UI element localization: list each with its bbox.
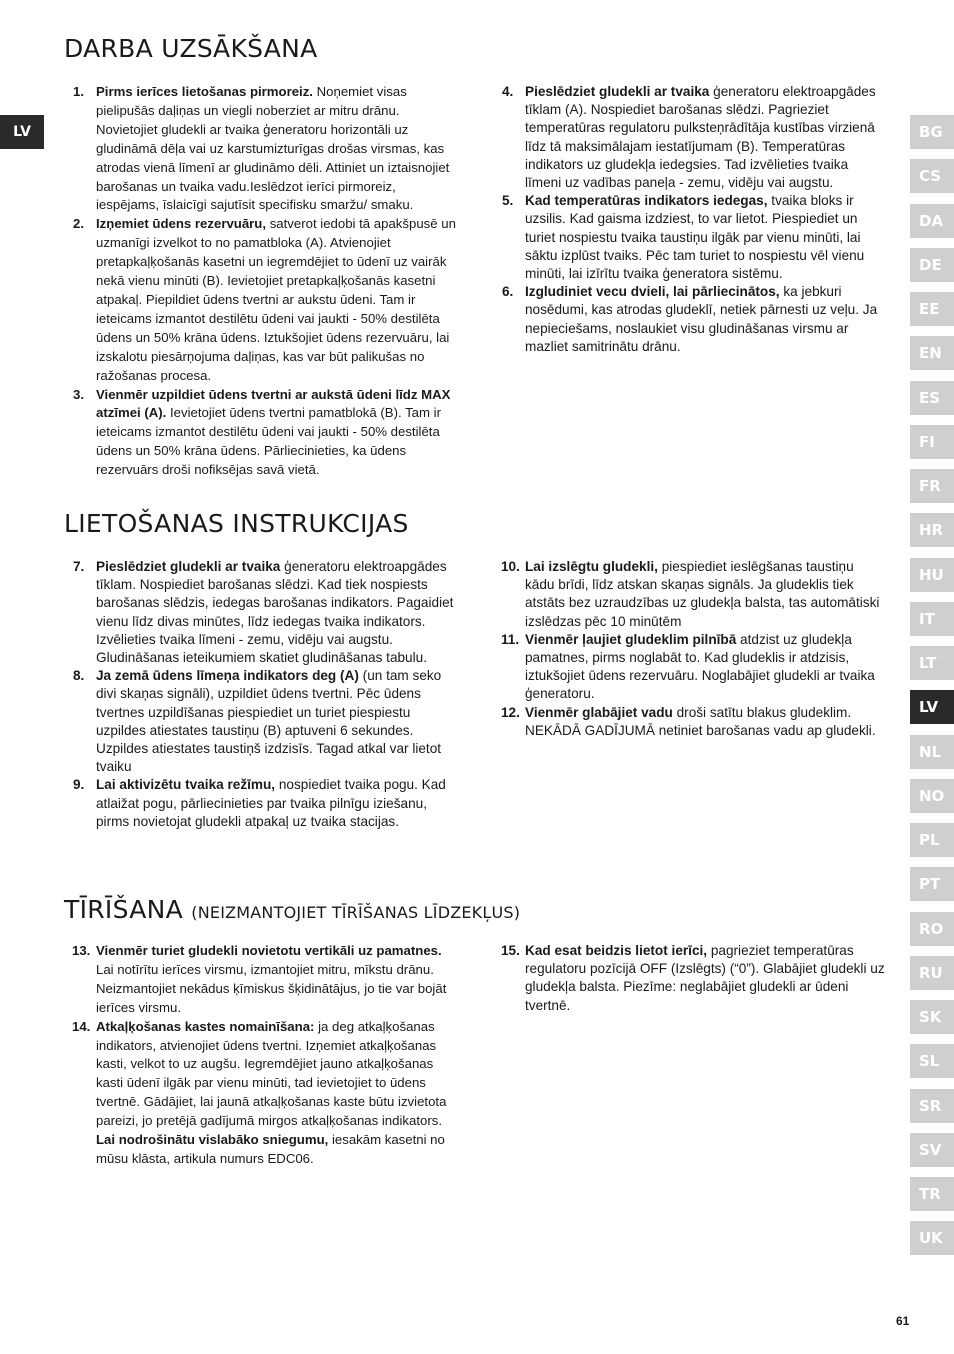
list-item: 11. Vienmēr ļaujiet gludeklim pilnībā atdzist uz gludekļa pamatnes, pirms noglabāt to. Kad gludeklis ir atdzisis, iztukšojiet ūdens rezervuāru. Noglabājiet gludekli ar tvaika ģeneratoru. [501, 631, 875, 702]
list-item: 7. Pieslēdziet gludekli ar tvaika ģeneratoru elektroapgādes tīklam. Nospiediet barošanas slēdzi. Kad tiek nospiests barošanas slēdzis, iedegas barošanas indikators. Pagaidiet vienu līdz divas minūtes, līdz iedegas tvaika indikators. Izvēlieties tvaika līmeni - zemu, vidēju vai augstu. Gludināšanas ieteikumiem skatiet gludināšanas tabulu. [73, 559, 454, 666]
section-title-cleaning: TĪRĪŠANA (NEIZMANTOJIET TĪRĪŠANAS LĪDZEKĻUS) [64, 895, 521, 924]
language-tab-pt[interactable]: PT [910, 867, 954, 901]
list-item: 13. Vienmēr turiet gludekli novietotu vertikāli uz pamatnes. Lai notīrītu ierīces virsmu, izmantojiet mitru, mīkstu drānu. Neizmantojiet nekādus ķīmiskus šķidinātājus, jo tie var bojāt ierīces virsmu. [72, 943, 447, 1015]
language-tab-bg[interactable]: BG [910, 115, 954, 149]
page-number: 61 [896, 1314, 910, 1328]
language-tab-ro[interactable]: RO [910, 912, 954, 946]
side-language-tab: LV [0, 115, 44, 149]
language-tab-uk[interactable]: UK [910, 1221, 954, 1255]
language-nav [910, 115, 954, 1266]
list-item: 4. Pieslēdziet gludekli ar tvaika ģeneratoru elektroapgādes tīklam (A). Nospiediet barošanas slēdzi. Pagrieziet temperatūras regulatoru pulksteņrādītāja kustības virzienā līdz tā maksimālajam iestatījumam (B). Temperatūras indikators uz gludekļa iedegsies. Tad izvēlieties tvaika līmeni uz vadības paneļa - zemu, vidēju vai augstu. [502, 84, 876, 191]
language-tab-fr[interactable]: FR [910, 469, 954, 503]
language-tab-es[interactable]: ES [910, 381, 954, 415]
language-tab-pl[interactable]: PL [910, 823, 954, 857]
language-tab-lt[interactable]: LT [910, 646, 954, 680]
cleaning-column-right [501, 942, 885, 1015]
list-item: 14. Atkaļķošanas kastes nomainīšana: ja deg atkaļķošanas indikators, atvienojiet ūdens tvertni. Izņemiet atkaļķošanas kasti, velkot to uz augšu. Iegremdējiet jauno atkaļķošanas kasti ūdenī ilgāk par vienu minūti, tad ievietojiet to ūdens tvertnē. Gādājiet, lai jaunā atkaļķošanas kaste būtu izvietota pareizi, jo pretējā gadījumā mirgos atkaļķošanas indikators. [72, 1018, 447, 1129]
list-item: 8. Ja zemā ūdens līmeņa indikators deg (A) (un tam seko divi skaņas signāli), uzpildiet ūdens tvertni. Pēc ūdens tvertnes uzpildīšanas piespiediet un turiet piespiestu uzpildes atiestates taustiņu (B) aptuveni 6 sekundes. Uzpildes atiestates taustiņš izdzisīs. Tagad atkal var lietot tvaiku [73, 668, 442, 775]
list-item: 5. Kad temperatūras indikators iedegas, tvaika bloks ir uzsilis. Kad gaisma izdziest, to var lietot. Piespiediet un turiet nospiestu tvaika taustiņu ilgāk par vienu minūti, lai sāktu izplūst tvaiks. Pēc tam turiet to nospiestu vēl vienu minūti, lai izīrītu tvaika ģeneratora sistēmu. [502, 193, 865, 282]
language-tab-da[interactable]: DA [910, 204, 954, 238]
language-tab-hr[interactable]: HR [910, 513, 954, 547]
list-item: 12. Vienmēr glabājiet vadu droši satītu blakus gludeklim. NEKĀDĀ GADĪJUMĀ netiniet barošanas vadu ap gludekli. [501, 704, 876, 738]
start-column-right [493, 83, 885, 356]
language-tab-cs[interactable]: CS [910, 159, 954, 193]
language-tab-hu[interactable]: HU [910, 558, 954, 592]
section-subtitle-cleaning: (NEIZMANTOJIET TĪRĪŠANAS LĪDZEKĻUS) [191, 903, 521, 922]
language-tab-sl[interactable]: SL [910, 1044, 954, 1078]
list-item: 1. Pirms ierīces lietošanas pirmoreiz. Noņemiet visas pielipušās daļiņas un viegli noberziet ar mitru drānu. Novietojiet gludekli ar tvaika ģeneratoru horizontāli uz gludināmā dēļa vai uz karstumizturīgas drošas virsmas, kas atrodas vienā līmenī ar gludināmo dēli. Attiniet un iztaisnojiet barošanas un tvaika vadu.Ieslēdzot ierīci pirmoreiz, iespējams, īslaicīgi sajutīsit specifisku smaržu/ smaku. [73, 84, 450, 213]
list-item: 10. Lai izslēgtu gludekli, piespiediet ieslēgšanas taustiņu kādu brīdi, līdz atskan skaņas signāls. Ja gludeklis tiek atstāts bez uzraudzības uz gludekļa balsta, tas automātiski izslēdzas pēc 10 minūtēm [501, 559, 880, 629]
usage-column-left [64, 558, 456, 831]
list-item-note: Lai nodrošinātu vislabāko sniegumu, iesakām kasetni no mūsu klāsta, artikula numurs EDC06. [96, 1132, 445, 1166]
list-item: 6. Izgludiniet vecu dvieli, lai pārliecinātos, ka jebkuri nosēdumi, kas atrodas gludeklī, netiek pārnesti uz veļu. Ja nepieciešams, noslaukiet visu gludināšanas virsmu ar mazliet samitrinātu drānu. [502, 284, 878, 354]
language-tab-it[interactable]: IT [910, 602, 954, 636]
language-tab-tr[interactable]: TR [910, 1177, 954, 1211]
language-tab-ee[interactable]: EE [910, 292, 954, 326]
language-tab-de[interactable]: DE [910, 248, 954, 282]
section-title-usage: LIETOŠANAS INSTRUKCIJAS [64, 509, 409, 538]
language-tab-fi[interactable]: FI [910, 425, 954, 459]
language-tab-sk[interactable]: SK [910, 1000, 954, 1034]
language-tab-ru[interactable]: RU [910, 956, 954, 990]
list-item: 3. Vienmēr uzpildiet ūdens tvertni ar aukstā ūdeni līdz MAX atzīmei (A). Ievietojiet ūdens tvertni pamatblokā (B). Tam ir ieteicams izmantot destilētu ūdeni vai jaukti - 50% destilēta ūdens un 50% krāna ūdens. Pārliecinieties, ka ūdens rezervuārs droši nofiksējas savā vietā. [73, 386, 451, 478]
language-tab-nl[interactable]: NL [910, 735, 954, 769]
language-tab-sv[interactable]: SV [910, 1133, 954, 1167]
list-item: 15. Kad esat beidzis lietot ierīci, pagrieziet temperatūras regulatoru pozīcijā OFF (Izslēgts) (“0”). Glabājiet gludekli uz gludekļa balsta. Piezīme: neglabājiet gludekli ar ūdeni tvertnē. [501, 943, 885, 1013]
usage-column-right [501, 558, 885, 740]
list-item: 2. Izņemiet ūdens rezervuāru, satverot iedobi tā apakšpusē un uzmanīgi izvelkot to no pamatbloka (A). Atvienojiet pretapkaļķošanās kasetni un iegremdējiet to ūdenī uz vairāk nekā vienu minūti (B). Ievietojiet pretapkaļķošanās kasetni atpakaļ. Piepildiet ūdens tvertni ar aukstu ūdeni. Tam ir ieteicams izmantot destilētu ūdeni vai jaukti - 50% destilēta ūdens un 50% krāna ūdens. Iztukšojiet ūdens rezervuāru, lai izskalotu piesārņojuma daļiņas, kas var būt palikušas no ražošanas procesa. [73, 216, 456, 383]
language-tab-en[interactable]: EN [910, 336, 954, 370]
list-item: 9. Lai aktivizētu tvaika režīmu, nospiediet tvaika pogu. Kad atlaižat pogu, pārliecinieties par tvaika pilnīgu iziešanu, pirms novietojat gludekli atpakaļ uz tvaika stacijas. [73, 777, 446, 829]
language-tab-sr[interactable]: SR [910, 1089, 954, 1123]
section-title-start: DARBA UZSĀKŠANA [64, 34, 318, 63]
language-tab-no[interactable]: NO [910, 779, 954, 813]
language-tab-lv[interactable]: LV [910, 690, 954, 724]
cleaning-column-left [72, 942, 456, 1169]
start-column-left [64, 83, 456, 480]
